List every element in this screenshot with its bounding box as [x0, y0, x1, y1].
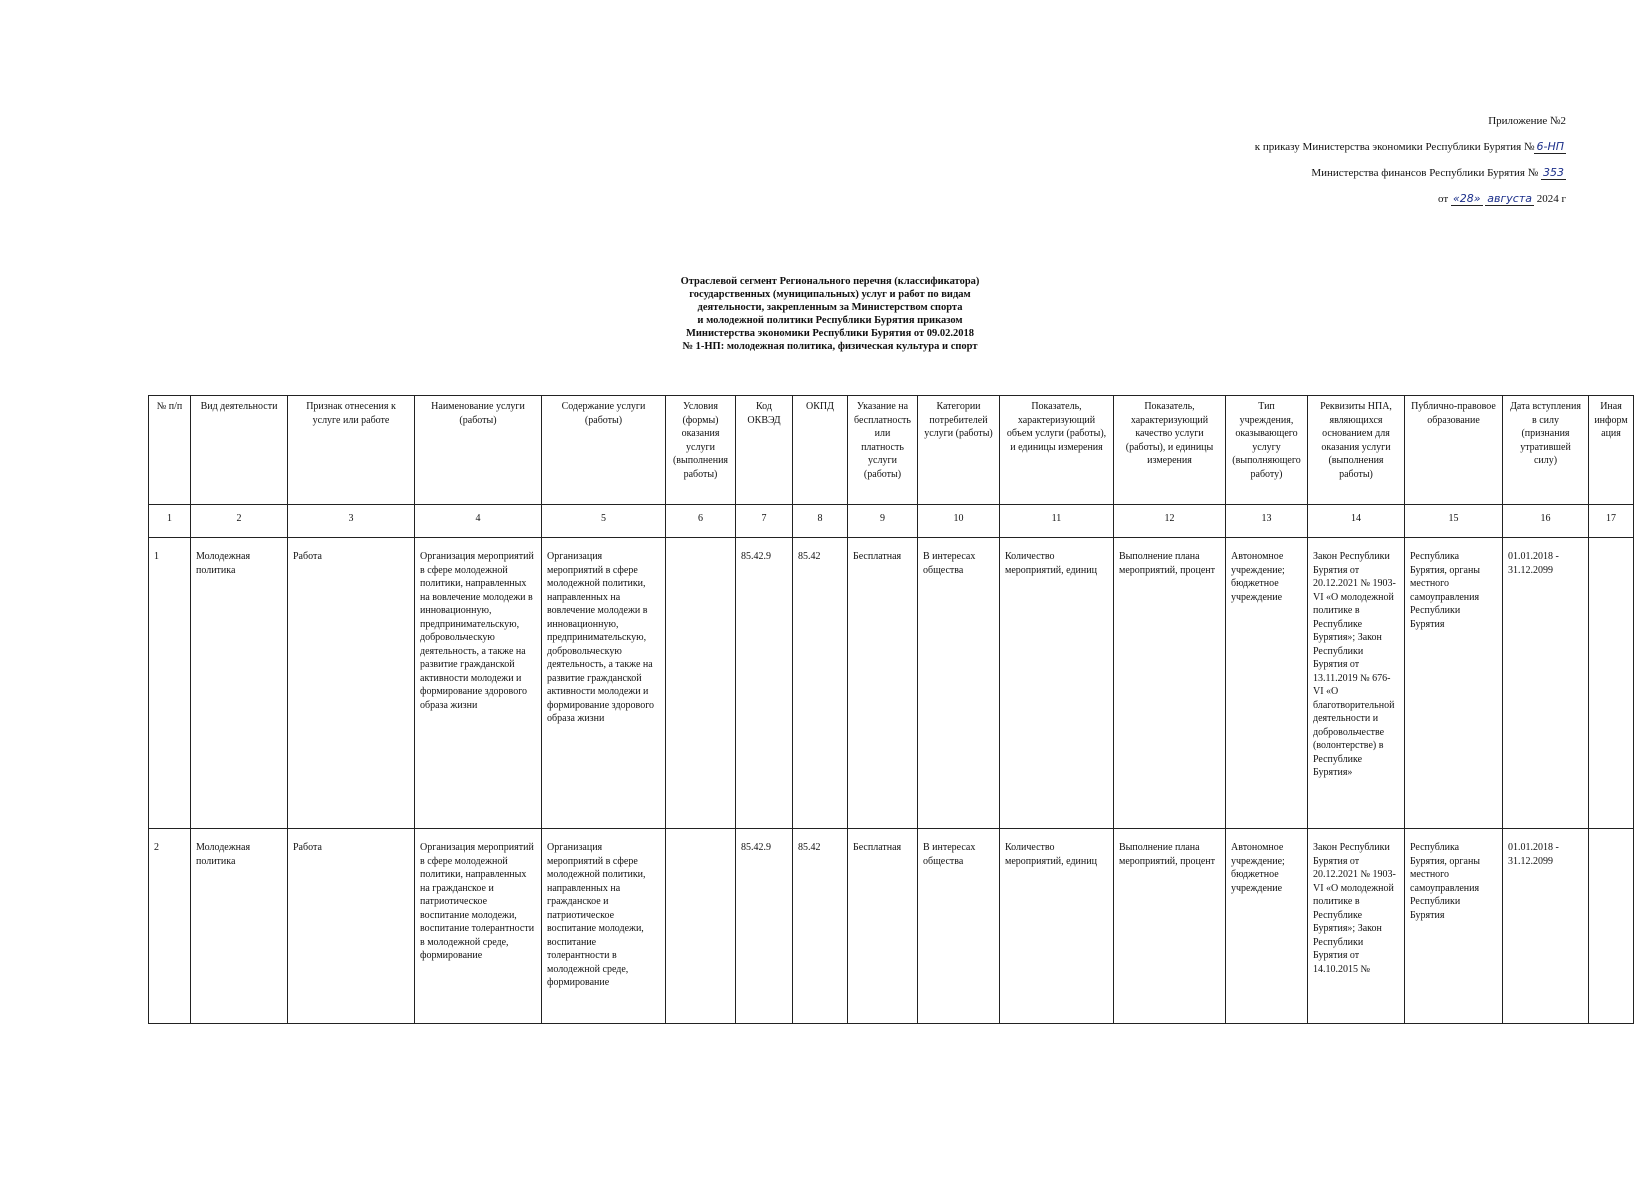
other-info: [1589, 538, 1634, 829]
title-line: деятельности, закрепленным за Министерством спорта: [697, 302, 963, 313]
column-header: Реквизиты НПА, являющихся основанием для оказания услуги (выполнения работы): [1308, 396, 1405, 505]
column-number: 4: [415, 505, 542, 538]
column-number: 2: [191, 505, 288, 538]
column-number: 1: [149, 505, 191, 538]
column-header: Код ОКВЭД: [736, 396, 793, 505]
effective-date: 01.01.2018 - 31.12.2099: [1503, 538, 1589, 829]
title-line: Министерства экономики Республики Бурятия от 09.02.2018: [685, 328, 975, 339]
consumer-category: В интересах общества: [918, 538, 1000, 829]
public-entity: Республика Бурятия, органы местного самоуправления Республики Бурятия: [1405, 829, 1503, 1024]
column-header: Иная информация: [1589, 396, 1634, 505]
services-table: [148, 395, 1634, 1024]
date-prefix: от: [1438, 193, 1449, 205]
row-number: 2: [149, 829, 191, 1024]
table-row: [149, 538, 1634, 829]
order-line-finance: [1255, 160, 1566, 186]
institution-type: Автономное учреждение; бюджетное учреждение: [1226, 538, 1308, 829]
column-number: 15: [1405, 505, 1503, 538]
row-number: 1: [149, 538, 191, 829]
column-number-row: [149, 505, 1634, 538]
service-or-work: Работа: [288, 829, 415, 1024]
column-number: 8: [793, 505, 848, 538]
institution-type: Автономное учреждение; бюджетное учреждение: [1226, 829, 1308, 1024]
column-number: 13: [1226, 505, 1308, 538]
column-header: Указание на бесплатность или платность услуги (работы): [848, 396, 918, 505]
service-content: Организация мероприятий в сфере молодежной политики, направленных на вовлечение молодежи в инновационную, предпринимательскую, добровольческую деятельность, а также на развитие гражданской активности молодежи и формирование здорового образа жизни: [542, 538, 666, 829]
payment-type: Бесплатная: [848, 538, 918, 829]
okpd-code: 85.42: [793, 538, 848, 829]
column-header: Вид деятельности: [191, 396, 288, 505]
service-conditions: [666, 538, 736, 829]
column-number: 17: [1589, 505, 1634, 538]
payment-type: Бесплатная: [848, 829, 918, 1024]
public-entity: Республика Бурятия, органы местного самоуправления Республики Бурятия: [1405, 538, 1503, 829]
column-header: Публично-правовое образование: [1405, 396, 1503, 505]
column-header: Дата вступления в силу (признания утратившей силу): [1503, 396, 1589, 505]
column-number: 14: [1308, 505, 1405, 538]
order-date-line: [1255, 186, 1566, 212]
legal-basis: Закон Республики Бурятия от 20.12.2021 № 1903-VI «О молодежной политике в Республике Бурятия»; Закон Республики Бурятия от 13.11.2019 № 676-VI «О благотворительной деятельности и добровольчестве (волонтерстве) в Республике Бурятия»: [1308, 538, 1405, 829]
column-number: 5: [542, 505, 666, 538]
legal-basis: Закон Республики Бурятия от 20.12.2021 № 1903-VI «О молодежной политике в Республике Бурятия»; Закон Республики Бурятия от 14.10.2015 №: [1308, 829, 1405, 1024]
quality-indicator: Выполнение плана мероприятий, процент: [1114, 829, 1226, 1024]
column-header: Показатель, характеризующий качество услуги (работы), и единицы измерения: [1114, 396, 1226, 505]
column-number: 10: [918, 505, 1000, 538]
quality-indicator: Выполнение плана мероприятий, процент: [1114, 538, 1226, 829]
appendix-header: [1255, 108, 1566, 212]
volume-indicator: Количество мероприятий, единиц: [1000, 829, 1114, 1024]
handwritten-month: августа: [1487, 192, 1532, 205]
column-number: 11: [1000, 505, 1114, 538]
title-line: Отраслевой сегмент Регионального перечня (классификатора): [680, 276, 980, 287]
column-header: Условия (формы) оказания услуги (выполнения работы): [666, 396, 736, 505]
service-name: Организация мероприятий в сфере молодежной политики, направленных на гражданское и патриотическое воспитание молодежи, воспитание толерантности в молодежной среде, формирование: [415, 829, 542, 1024]
header-row: [149, 396, 1634, 505]
title-line: и молодежной политики Республики Бурятия приказом: [697, 315, 963, 326]
table-row: [149, 829, 1634, 1024]
handwritten-finance-number: 353: [1543, 166, 1564, 179]
order-finance-text: Министерства финансов Республики Бурятия №: [1311, 167, 1539, 179]
column-header: Показатель, характеризующий объем услуги (работы), и единицы измерения: [1000, 396, 1114, 505]
okved-code: 85.42.9: [736, 538, 793, 829]
column-header: Наименование услуги (работы): [415, 396, 542, 505]
title-line: государственных (муниципальных) услуг и работ по видам: [689, 289, 971, 300]
activity-type: Молодежная политика: [191, 538, 288, 829]
service-name: Организация мероприятий в сфере молодежной политики, направленных на вовлечение молодежи в инновационную, предпринимательскую, добровольческую деятельность, а также на развитие гражданской активности молодежи и формирование здорового образа жизни: [415, 538, 542, 829]
volume-indicator: Количество мероприятий, единиц: [1000, 538, 1114, 829]
handwritten-order-number: 6-НП: [1536, 140, 1564, 153]
column-header: Тип учреждения, оказывающего услугу (выполняющего работу): [1226, 396, 1308, 505]
effective-date: 01.01.2018 - 31.12.2099: [1503, 829, 1589, 1024]
date-year: 2024 г: [1536, 193, 1566, 205]
column-header: № п/п: [149, 396, 191, 505]
consumer-category: В интересах общества: [918, 829, 1000, 1024]
okpd-code: 85.42: [793, 829, 848, 1024]
service-content: Организация мероприятий в сфере молодежной политики, направленных на гражданское и патриотическое воспитание молодежи, воспитание толерантности в молодежной среде, формирование: [542, 829, 666, 1024]
order-economy-text: к приказу Министерства экономики Республики Бурятия №: [1254, 141, 1535, 153]
column-header: Категории потребителей услуги (работы): [918, 396, 1000, 505]
appendix-number: Приложение №2: [1488, 115, 1566, 127]
column-number: 16: [1503, 505, 1589, 538]
column-header: ОКПД: [793, 396, 848, 505]
service-or-work: Работа: [288, 538, 415, 829]
column-number: 3: [288, 505, 415, 538]
activity-type: Молодежная политика: [191, 829, 288, 1024]
column-number: 12: [1114, 505, 1226, 538]
title-line: № 1-НП: молодежная политика, физическая культура и спорт: [682, 341, 978, 352]
column-number: 9: [848, 505, 918, 538]
column-number: 6: [666, 505, 736, 538]
document-title: [560, 275, 1100, 353]
column-number: 7: [736, 505, 793, 538]
column-header: Содержание услуги (работы): [542, 396, 666, 505]
service-conditions: [666, 829, 736, 1024]
okved-code: 85.42.9: [736, 829, 793, 1024]
other-info: [1589, 829, 1634, 1024]
column-header: Признак отнесения к услуге или работе: [288, 396, 415, 505]
handwritten-day: «28»: [1452, 192, 1481, 205]
order-line-economy: [1255, 134, 1566, 160]
